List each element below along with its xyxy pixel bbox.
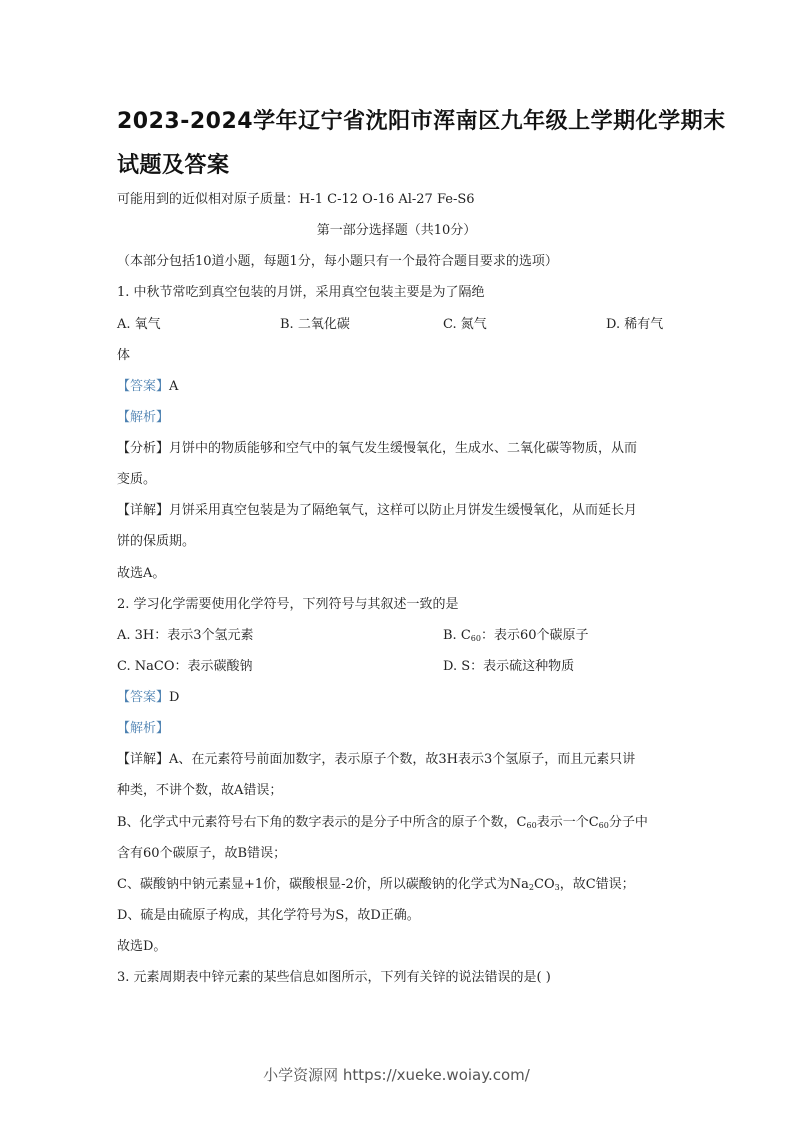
answer-tag: 【答案】 — [117, 379, 170, 394]
q1-conclusion: 故选A。 — [117, 566, 166, 581]
subscript: 60 — [598, 821, 609, 830]
q2-stem: 2. 学习化学需要使用化学符号，下列符号与其叙述一致的是 — [117, 597, 459, 612]
answer-value: A — [169, 379, 179, 394]
text: B、化学式中元素符号右下角的数字表示的是分子中所含的原子个数，C — [117, 815, 527, 830]
subscript: 60 — [526, 821, 537, 830]
q1-fenxi-wrap: 变质。 — [117, 472, 157, 487]
section-note: （本部分包括10道小题，每题1分，每小题只有一个最符合题目要求的选项） — [117, 254, 558, 269]
q2-option-b — [443, 624, 589, 643]
q2-option-c: C. NaCO：表示碳酸钠 — [117, 659, 253, 674]
subscript: 60 — [470, 634, 481, 643]
q3-stem: 3. 元素周期表中锌元素的某些信息如图所示，下列有关锌的说法错误的是( ) — [117, 970, 551, 985]
q1-option-c: C. 氮气 — [443, 317, 487, 332]
q2-detail-a1: 【详解】A、在元素符号前面加数字，表示原子个数，故3H表示3个氢原子，而且元素只讲 — [117, 752, 636, 767]
text: CO — [534, 877, 555, 892]
q2-option-b-text: ：表示60个碳原子 — [480, 628, 589, 643]
q2-detail-b2: 含有60个碳原子，故B错误； — [117, 846, 287, 861]
answer-value: D — [169, 690, 180, 705]
q2-detail-d: D、硫是由硫原子构成，其化学符号为S，故D正确。 — [117, 908, 420, 923]
q1-fenxi: 【分析】月饼中的物质能够和空气中的氧气发生缓慢氧化，生成水、二氧化碳等物质，从而 — [117, 441, 638, 456]
document-title-line2: 试题及答案 — [117, 153, 230, 178]
q2-detail-c — [117, 873, 635, 892]
text: 表示一个C — [536, 815, 599, 830]
q1-option-d: D. 稀有气 — [606, 317, 664, 332]
q2-conclusion: 故选D。 — [117, 939, 167, 954]
answer-tag: 【答案】 — [117, 690, 170, 705]
q1-analysis-tag: 【解析】 — [117, 410, 170, 425]
q1-stem: 1. 中秋节常吃到真空包装的月饼，采用真空包装主要是为了隔绝 — [117, 285, 485, 300]
q2-option-d: D. S：表示硫这种物质 — [443, 659, 575, 674]
subscript: 2 — [528, 883, 534, 892]
q1-option-d-wrap: 体 — [117, 348, 131, 363]
atomic-masses: 可能用到的近似相对原子质量：H-1 C-12 O-16 Al-27 Fe-S6 — [117, 192, 475, 207]
subscript: 3 — [554, 883, 560, 892]
q1-answer — [117, 375, 178, 394]
q2-detail-b1 — [117, 811, 648, 830]
text: 分子中 — [608, 815, 648, 830]
q1-xiangjie: 【详解】月饼采用真空包装是为了隔绝氧气，这样可以防止月饼发生缓慢氧化，从而延长月 — [117, 503, 638, 518]
footer-watermark: 小学资源网 https://xueke.woiay.com/ — [263, 1066, 530, 1084]
text: ，故C错误； — [559, 877, 635, 892]
document-title-line1: 2023-2024学年辽宁省沈阳市浑南区九年级上学期化学期末 — [117, 109, 726, 134]
text: C、碳酸钠中钠元素显+1价，碳酸根显-2价，所以碳酸钠的化学式为Na — [117, 877, 529, 892]
q2-analysis-tag: 【解析】 — [117, 721, 170, 736]
q1-option-b: B. 二氧化碳 — [280, 317, 350, 332]
q2-option-b-text: B. C — [443, 628, 471, 643]
q1-xiangjie-wrap: 饼的保质期。 — [117, 534, 196, 549]
q2-answer — [117, 686, 179, 705]
section-heading: 第一部分选择题（共10分） — [316, 223, 477, 238]
q1-option-a: A. 氧气 — [117, 317, 161, 332]
q2-option-a: A. 3H：表示3个氢元素 — [117, 628, 254, 643]
q2-detail-a2: 种类，不讲个数，故A错误； — [117, 783, 283, 798]
